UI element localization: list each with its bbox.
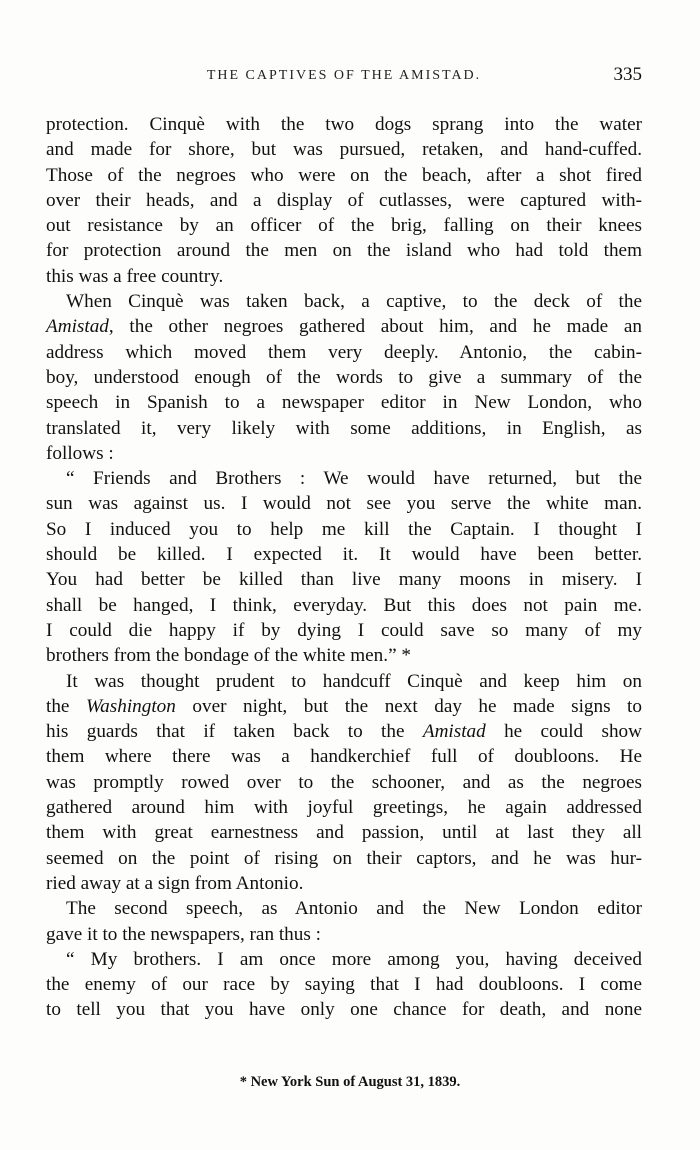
text-run: follows : — [46, 442, 114, 464]
text-run: them where there was a handkerchief full of doubloons. He — [46, 746, 642, 768]
text-line — [46, 694, 642, 719]
text-run: for protection around the men on the island who had told them — [46, 240, 642, 262]
text-run: translated it, very likely with some additions, in English, as — [46, 417, 642, 439]
text-line — [46, 567, 642, 592]
text-line — [46, 213, 642, 238]
text-run: protection. Cinquè with the two dogs sprang into the water — [46, 114, 642, 135]
text-run: his guards that if taken back to the — [46, 721, 423, 743]
text-run: the enemy of our race by saying that I had doubloons. I come — [46, 974, 642, 996]
text-line — [46, 238, 642, 263]
text-run: ried away at a sign from Antonio. — [46, 872, 304, 894]
text-run: “ My brothers. I am once more among you, having deceived — [66, 948, 642, 970]
text-line — [46, 593, 642, 618]
text-run: It was thought prudent to handcuff Cinquè and keep him on — [66, 670, 642, 692]
text-line — [46, 744, 642, 769]
text-run: to tell you that you have only one chance for death, and none — [46, 999, 642, 1021]
text-line — [46, 643, 642, 668]
text-run: So I induced you to help me kill the Captain. I thought I — [46, 518, 642, 540]
text-run: “ Friends and Brothers : We would have returned, but the — [66, 468, 642, 490]
text-run: the — [46, 695, 86, 717]
text-line — [46, 896, 642, 921]
text-run: he could show — [485, 721, 642, 743]
text-run: You had better be killed than live many moons in misery. I — [46, 569, 642, 591]
text-run: Those of the negroes who were on the beach, after a shot fired — [46, 164, 642, 186]
body-text — [46, 112, 642, 1023]
text-line — [46, 491, 642, 516]
text-run: shall be hanged, I think, everyday. But this does not pain me. — [46, 594, 642, 616]
text-run: over night, but the next day he made signs to — [175, 695, 642, 717]
text-line — [46, 340, 642, 365]
italic-text: Washington — [85, 695, 176, 717]
text-run: When Cinquè was taken back, a captive, to the deck of the — [66, 291, 642, 313]
text-line — [46, 922, 642, 947]
text-line — [46, 188, 642, 213]
text-run: them with great earnestness and passion, until at last they all — [46, 822, 642, 844]
text-line — [46, 997, 642, 1022]
text-line — [46, 390, 642, 415]
text-line — [46, 163, 642, 188]
text-run: gave it to the newspapers, ran thus : — [46, 923, 321, 945]
text-run: , the other negroes gathered about him, and he made an — [108, 316, 642, 338]
italic-text: Amistad — [422, 721, 486, 743]
text-run: seemed on the point of rising on their captors, and he was hur- — [46, 847, 642, 869]
text-run: gathered around him with joyful greetings, he again addressed — [46, 797, 642, 819]
text-line — [46, 820, 642, 845]
text-line — [46, 264, 642, 289]
text-run: brothers from the bondage of the white men.” * — [46, 645, 411, 667]
page-number: 335 — [613, 64, 642, 85]
text-line — [46, 542, 642, 567]
text-line — [46, 618, 642, 643]
text-line — [46, 846, 642, 871]
text-line — [46, 112, 642, 137]
text-line — [46, 871, 642, 896]
text-line — [46, 770, 642, 795]
text-run: over their heads, and a display of cutlasses, were captured with- — [46, 189, 642, 211]
text-run: out resistance by an officer of the brig, falling on their knees — [46, 215, 642, 237]
text-run: and made for shore, but was pursued, retaken, and hand-cuffed. — [46, 139, 642, 161]
text-run: was promptly rowed over to the schooner, and as the negroes — [46, 771, 642, 793]
footnote: * New York Sun of August 31, 1839. — [239, 1074, 461, 1090]
text-line — [46, 972, 642, 997]
text-run: address which moved them very deeply. Antonio, the cabin- — [46, 341, 642, 363]
text-line — [46, 137, 642, 162]
text-line — [46, 669, 642, 694]
text-line — [46, 441, 642, 466]
running-title: THE CAPTIVES OF THE AMISTAD. — [206, 68, 482, 83]
text-run: I could die happy if by dying I could save so many of my — [46, 619, 642, 641]
italic-text: Amistad — [46, 316, 109, 338]
running-head — [46, 64, 642, 90]
text-line — [46, 365, 642, 390]
text-line — [46, 947, 642, 972]
text-line — [46, 795, 642, 820]
text-line — [46, 416, 642, 441]
text-line — [46, 314, 642, 339]
text-run: this was a free country. — [46, 265, 224, 287]
text-run: boy, understood enough of the words to give a summary of the — [46, 366, 642, 388]
text-line — [46, 719, 642, 744]
text-run: The second speech, as Antonio and the New London editor — [66, 898, 642, 920]
text-run: should be killed. I expected it. It would have been better. — [46, 544, 642, 566]
text-line — [46, 289, 642, 314]
text-line — [46, 466, 642, 491]
text-run: speech in Spanish to a newspaper editor in New London, who — [46, 392, 642, 414]
text-line — [46, 517, 642, 542]
text-run: sun was against us. I would not see you serve the white man. — [46, 493, 642, 515]
